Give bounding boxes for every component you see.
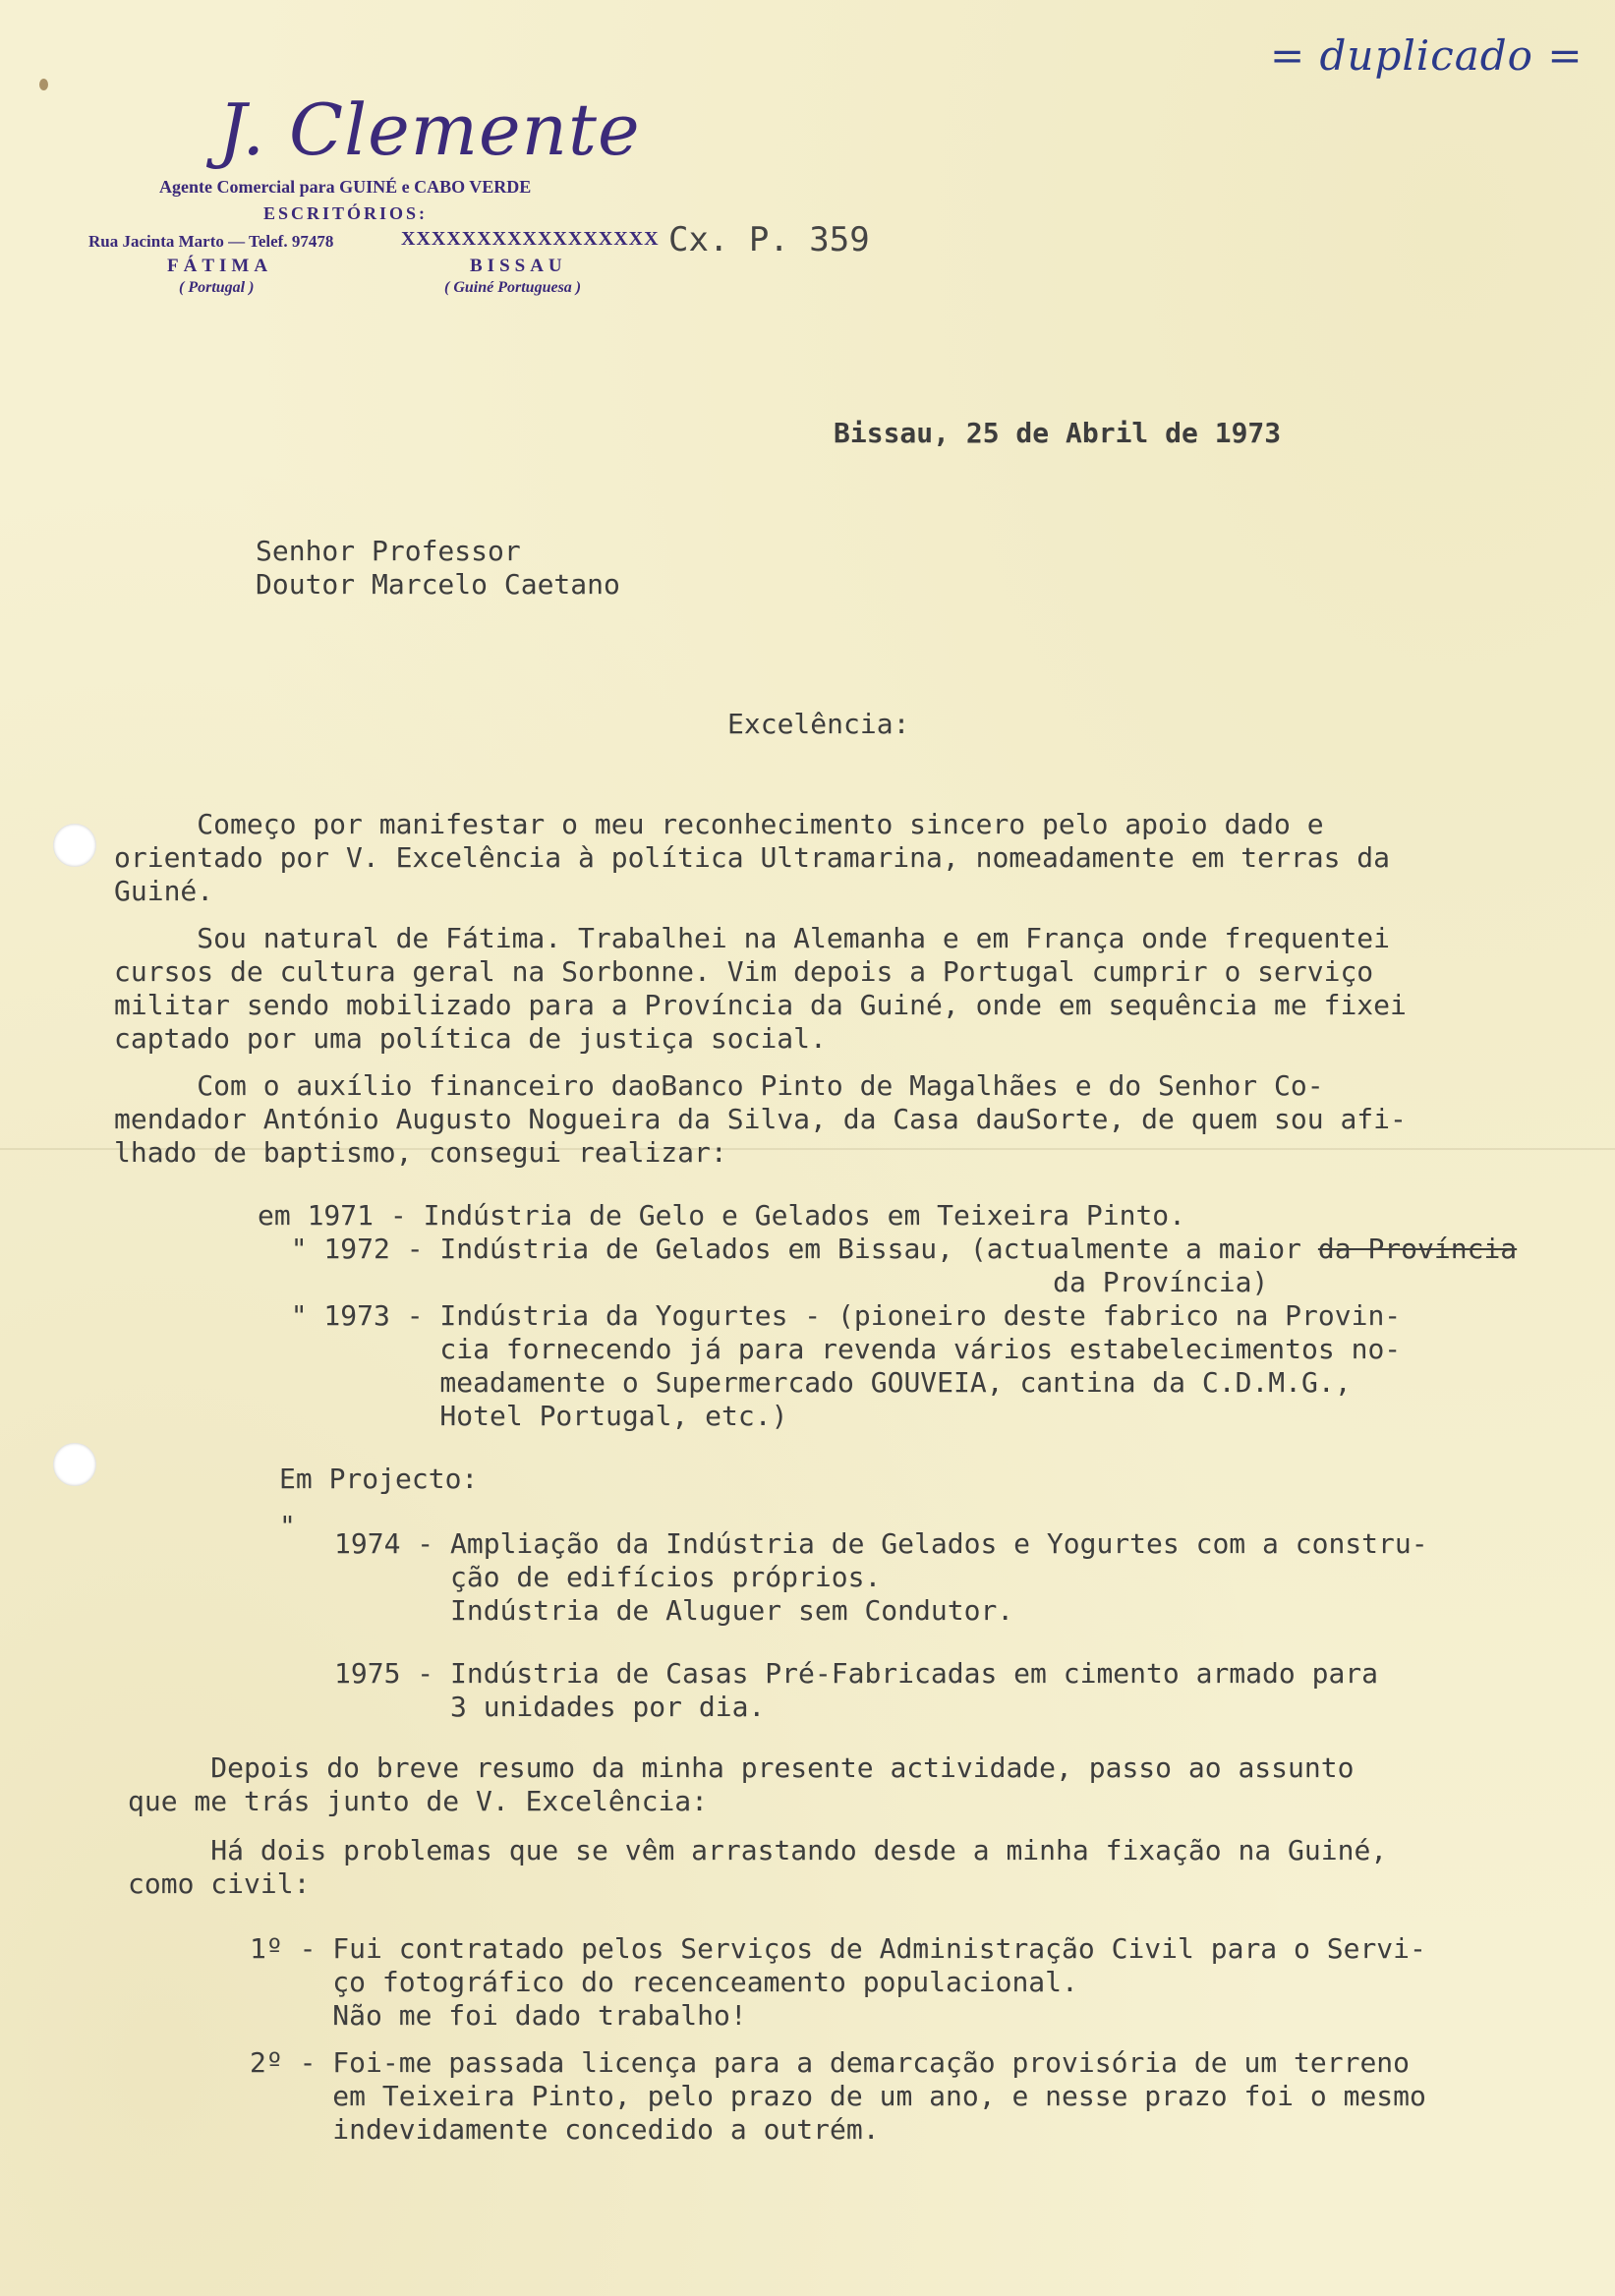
achievement-line: meadamente o Supermercado GOUVEIA, cantina da C.D.M.G., (258, 1366, 1352, 1399)
achievement-line: da Província) (258, 1266, 1269, 1298)
letterhead-name: J. Clemente (218, 88, 641, 171)
body-line: militar sendo mobilizado para a Província da Guiné, onde em sequência me fixei (114, 989, 1407, 1021)
ink-mark (39, 79, 48, 90)
problem-line: indevidamente concedido a outrém. (250, 2113, 880, 2146)
struck-text: da Província (1317, 1233, 1518, 1265)
project-line: ção de edifícios próprios. (334, 1561, 882, 1593)
achievement-line: " 1973 - Indústria da Yogurtes - (pioneiro deste fabrico na Provin- (258, 1299, 1402, 1332)
body-line: Começo por manifestar o meu reconhecimento sincero pelo apoio dado e (114, 808, 1324, 840)
body-line: Com o auxílio financeiro daoBanco Pinto de Magalhães e do Senhor Co- (114, 1069, 1324, 1102)
body-line: orientado por V. Excelência à política Ultramarina, nomeadamente em terras da (114, 841, 1391, 874)
body-line: lhado de baptismo, consegui realizar: (114, 1136, 727, 1169)
salutation: Excelência: (727, 708, 910, 740)
achievement-line: cia fornecendo já para revenda vários estabelecimentos no- (258, 1333, 1402, 1365)
project-line: 1975 - Indústria de Casas Pré-Fabricadas em cimento armado para (334, 1657, 1379, 1690)
punch-hole-top (53, 824, 96, 867)
project-line: 1974 - Ampliação da Indústria de Gelados e Yogurtes com a constru- (334, 1527, 1428, 1560)
achievement-line: Hotel Portugal, etc.) (258, 1400, 788, 1432)
addressee-line-2: Doutor Marcelo Caetano (256, 568, 620, 601)
office2-country: ( Guiné Portuguesa ) (444, 279, 582, 296)
office1-address: Rua Jacinta Marto — Telef. 97478 (88, 232, 334, 251)
office2-address-struck: XXXXXXXXXXXXXXXXX (401, 228, 660, 250)
addressee-line-1: Senhor Professor (256, 535, 521, 567)
achievement-line: em 1971 - Indústria de Gelo e Gelados em Teixeira Pinto. (258, 1199, 1186, 1232)
body-line: que me trás junto de V. Excelência: (128, 1785, 709, 1817)
office1-city: FÁTIMA (167, 256, 273, 276)
body-line: Depois do breve resumo da minha presente actividade, passo ao assunto (128, 1751, 1355, 1784)
office2-address-typed: Cx. P. 359 (668, 220, 870, 259)
body-line: Sou natural de Fátima. Trabalhei na Alemanha e em França onde frequentei (114, 922, 1391, 954)
body-line: Há dois problemas que se vêm arrastando desde a minha fixação na Guiné, (128, 1834, 1388, 1866)
ditto-mark: " (279, 1510, 296, 1542)
body-line: Guiné. (114, 875, 214, 907)
problem-line: em Teixeira Pinto, pelo prazo de um ano, e nesse prazo foi o mesmo (250, 2080, 1426, 2112)
achievement-text: " 1972 - Indústria de Gelados em Bissau, (actualmente a maior (258, 1233, 1318, 1265)
body-line: captado por uma política de justiça social. (114, 1022, 827, 1055)
letterhead-offices-label: ESCRITÓRIOS: (263, 203, 429, 223)
body-line: como civil: (128, 1867, 311, 1900)
handwritten-note: = duplicado = (1270, 31, 1584, 80)
date-line: Bissau, 25 de Abril de 1973 (834, 417, 1282, 449)
office1-country: ( Portugal ) (179, 279, 255, 296)
office2-city: BISSAU (470, 256, 567, 276)
letterhead-subtitle: Agente Comercial para GUINÉ e CABO VERDE (159, 177, 532, 197)
problem-line: Não me foi dado trabalho! (250, 1999, 747, 2032)
project-line: Indústria de Aluguer sem Condutor. (334, 1594, 1014, 1627)
achievement-line (258, 1233, 1517, 1266)
punch-hole-bottom (53, 1443, 96, 1486)
project-line: 3 unidades por dia. (334, 1691, 766, 1723)
body-line: mendador António Augusto Nogueira da Silva, da Casa dauSorte, de quem sou afi- (114, 1103, 1407, 1135)
problem-line: ço fotográfico do recenceamento populacional. (250, 1966, 1078, 1998)
body-line: cursos de cultura geral na Sorbonne. Vim depois a Portugal cumprir o serviço (114, 955, 1374, 988)
problem-line: 1º - Fui contratado pelos Serviços de Administração Civil para o Servi- (250, 1932, 1426, 1965)
projects-heading: Em Projecto: (279, 1463, 479, 1495)
problem-line: 2º - Foi-me passada licença para a demarcação provisória de um terreno (250, 2046, 1411, 2079)
